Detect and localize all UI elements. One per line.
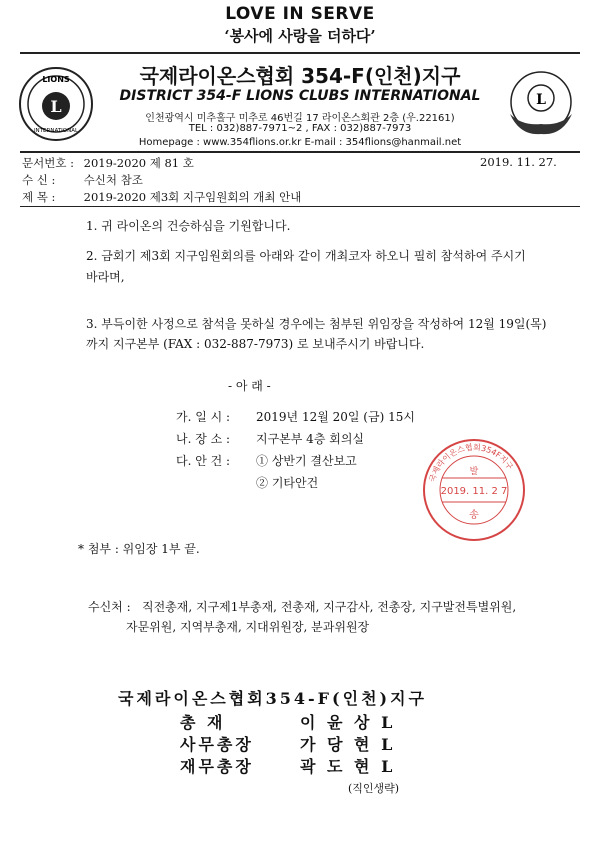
seal-omitted-note: (직인생략) [348, 782, 400, 795]
subject-divider [20, 206, 580, 207]
doc-number-label: 문서번호 : [22, 156, 74, 170]
logo-left-top-text: LIONS [42, 75, 70, 84]
doc-number-row [22, 155, 194, 171]
subject-row [22, 189, 301, 205]
organization-title-korean: 국제라이온스협회 354-F(인천)지구 [139, 64, 461, 88]
recipients-line-1: 직전총재, 지구제1부총재, 전총재, 지구감사, 전총장, 지구발전특별위원, [142, 600, 517, 614]
agenda-place-value: 지구본부 4층 회의실 [256, 432, 365, 446]
agenda-item-2: ② 기타안건 [256, 476, 319, 490]
motto-english: LOVE IN SERVE [225, 4, 375, 24]
below-heading: - 아 래 - [228, 379, 271, 393]
recipients-line-2: 자문위원, 지역부총재, 지대위원장, 분과위원장 [126, 620, 370, 634]
doc-number: 2019-2020 제 81 호 [83, 156, 194, 170]
stamp-date: 2019. 11. 2 7 [440, 486, 508, 497]
signature-name-secretary: 가 당 현 L [300, 735, 396, 754]
organization-address: 인천광역시 미추홀구 미추로 46번길 17 라이온스회관 2층 (우.22161) [145, 113, 455, 124]
logo-left-letter: L [50, 97, 62, 116]
dispatch-stamp-icon [420, 436, 528, 544]
recipient-label: 수 신 : [22, 173, 56, 187]
agenda-place-label: 나. 장 소 : [176, 432, 231, 446]
recipient: 수신처 참조 [83, 173, 143, 187]
agenda-item-1: ① 상반기 결산보고 [256, 454, 357, 468]
agenda-date-value: 2019년 12월 20일 (금) 15시 [256, 410, 415, 424]
stamp-top-text: 발 [469, 467, 479, 477]
signature-name-treasurer: 곽 도 현 L [300, 757, 396, 776]
stamp-bottom-text: 송 [469, 510, 479, 521]
signature-role-secretary: 사무총장 [180, 735, 254, 754]
paragraph-2-line-1: 2. 금회기 제3회 지구임원회의를 아래와 같이 개최코자 하오니 필히 참석하여 주시기 [86, 249, 526, 263]
header-divider-top [20, 52, 580, 54]
logo-right-letter: L [536, 92, 546, 108]
paragraph-3-line-1: 3. 부득이한 사정으로 참석을 못하실 경우에는 첨부된 위임장을 작성하여 12월 19일(목) [86, 317, 547, 331]
paragraph-1: 1. 귀 라이온의 건승하심을 기원합니다. [86, 219, 291, 233]
paragraph-2-line-2: 바라며, [86, 270, 125, 284]
subject: 2019-2020 제3회 지구임원회의 개최 안내 [83, 190, 302, 204]
paragraph-3-line-2: 까지 지구본부 (FAX : 032-887-7973) 로 보내주시기 바랍니다. [86, 337, 425, 351]
attachment-note: * 첨부 : 위임장 1부 끝. [78, 542, 200, 556]
stamp-ring-text: 국제라이온스협회354F지구 [427, 442, 515, 484]
organization-title-english: DISTRICT 354-F LIONS CLUBS INTERNATIONAL [119, 88, 481, 104]
signature-role-president: 총 재 [180, 713, 226, 732]
doc-date: 2019. 11. 27. [480, 155, 557, 169]
subject-label: 제 목 : [22, 190, 56, 204]
signature-name-president: 이 윤 상 L [300, 713, 396, 732]
motto-korean: ‘봉사에 사랑을 더하다’ [224, 27, 376, 45]
recipients-label: 수신처 : [88, 600, 131, 614]
logo-left-bottom-text: INTERNATIONAL [33, 128, 79, 134]
signature-organization: 국제라이온스협회354-F(인천)지구 [118, 689, 428, 708]
agenda-date-label: 가. 일 시 : [176, 410, 231, 424]
header-divider-bottom [20, 151, 580, 153]
organization-tel-fax: TEL : 032)887-7971~2 , FAX : 032)887-7973 [188, 123, 412, 134]
signature-role-treasurer: 재무총장 [180, 757, 254, 776]
organization-web-email: Homepage : www.354flions.or.kr E-mail : 354flions@hanmail.net [138, 137, 462, 148]
agenda-items-label: 다. 안 건 : [176, 454, 231, 468]
recipient-row [22, 172, 143, 188]
